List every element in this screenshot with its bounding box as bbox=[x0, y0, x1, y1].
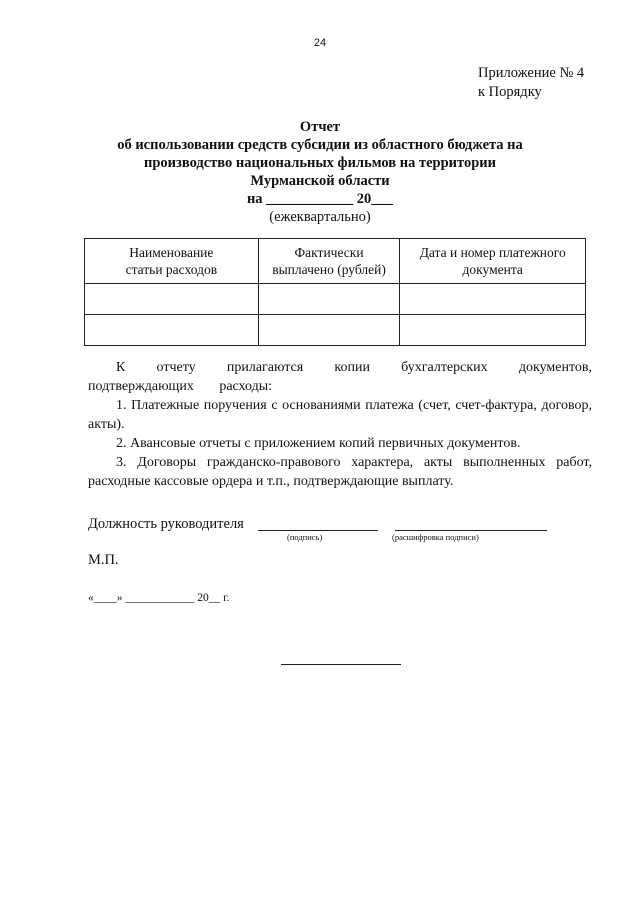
expense-table bbox=[84, 238, 586, 346]
table-cell bbox=[258, 315, 400, 346]
title-line-2: об использовании средств субсидии из областного бюджета на bbox=[117, 137, 523, 153]
appendix-number: Приложение № 4 bbox=[478, 65, 585, 81]
header-payment-document bbox=[400, 239, 586, 284]
closing-rule bbox=[281, 664, 401, 665]
title-date-line: на ____________ 20___ bbox=[246, 191, 394, 207]
report-title bbox=[100, 118, 540, 226]
attachments-intro: К отчету прилагаются копии бухгалтерских документов, подтверждающих расходы: bbox=[88, 360, 592, 394]
attachments-text bbox=[88, 358, 592, 491]
table-row bbox=[85, 284, 586, 315]
title-line-4: Мурманской области bbox=[250, 173, 390, 189]
header-expense-item-line1: Наименование bbox=[129, 245, 214, 260]
appendix-reference bbox=[478, 64, 584, 102]
table-cell bbox=[400, 315, 586, 346]
header-expense-item bbox=[85, 239, 259, 284]
signature-line bbox=[258, 530, 378, 531]
table-cell bbox=[258, 284, 400, 315]
table-cell bbox=[85, 284, 259, 315]
title-line-1: Отчет bbox=[299, 119, 341, 135]
table-cell bbox=[400, 284, 586, 315]
table-cell bbox=[85, 315, 259, 346]
attachment-item-3: 3. Договоры гражданско-правового характера, акты выполненных работ, расходные кассовые ордера и т.п., подтверждающие выплату. bbox=[88, 455, 592, 489]
manager-position-label: Должность руководителя bbox=[88, 516, 244, 532]
header-actually-paid-line1: Фактически bbox=[294, 245, 364, 260]
signature-caption: (подпись) bbox=[287, 532, 323, 542]
page-number: 24 bbox=[313, 37, 327, 49]
title-periodicity: (ежеквартально) bbox=[269, 209, 371, 225]
header-expense-item-line2: статьи расходов bbox=[125, 262, 218, 277]
header-payment-document-line2: документа bbox=[462, 262, 523, 277]
header-actually-paid bbox=[258, 239, 400, 284]
table-row bbox=[85, 315, 586, 346]
date-line: «____» ____________ 20__ г. bbox=[88, 592, 230, 604]
header-actually-paid-line2: выплачено (рублей) bbox=[272, 262, 386, 277]
attachment-item-1: 1. Платежные поручения с основаниями платежа (счет, счет-фактура, договор, акты). bbox=[88, 398, 592, 432]
table-header-row bbox=[85, 239, 586, 284]
signature-decoding-line bbox=[395, 530, 547, 531]
attachment-item-2: 2. Авансовые отчеты с приложением копий первичных документов. bbox=[116, 436, 521, 451]
decoding-caption: (расшифровка подписи) bbox=[392, 532, 479, 542]
stamp-place: М.П. bbox=[88, 552, 119, 568]
appendix-procedure: к Порядку bbox=[478, 84, 542, 100]
title-line-3: производство национальных фильмов на территории bbox=[143, 155, 496, 171]
header-payment-document-line1: Дата и номер платежного bbox=[419, 245, 566, 260]
